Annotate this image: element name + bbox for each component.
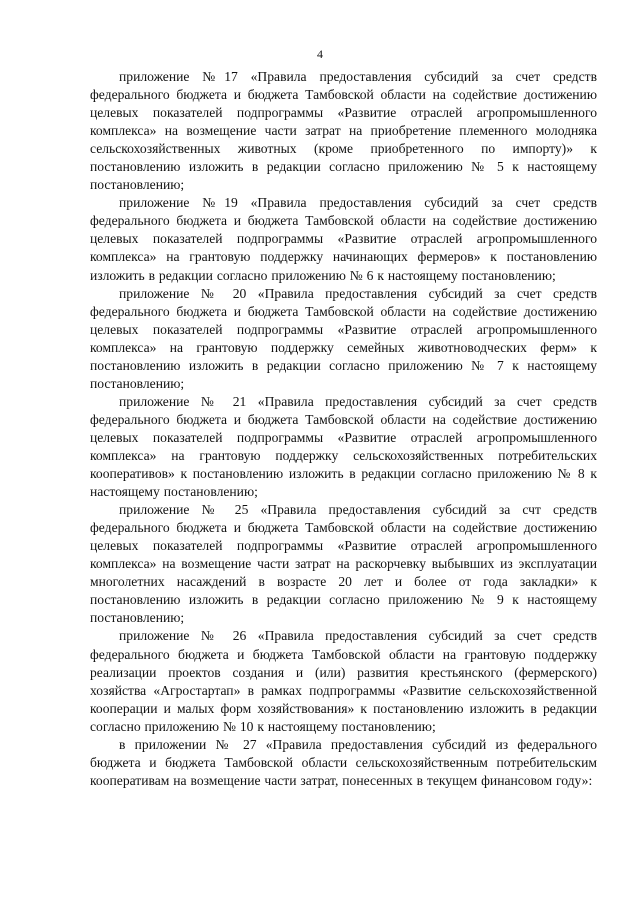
paragraph-appendix-25: приложение № 25 «Правила предоставления субсидий за счт средств федерального бюджета и бюджета Тамбовской области на содействие достижению целевых показателей подпрограммы «Развитие отраслей агропромышленного комплекса» на возмещение части затрат на раскорчевку выбывших из эксплуатации многолетних насаждений в возрасте 20 лет и более от года закладки» к постановлению изложить в редакции согласно приложению № 9 к настоящему постановлению; bbox=[90, 502, 597, 626]
paragraph-appendix-20: приложение № 20 «Правила предоставления субсидий за счет средств федерального бюджета и бюджета Тамбовской области на содействие достижению целевых показателей подпрограммы «Развитие отраслей агропромышленного комплекса» на грантовую поддержку семейных животноводческих ферм» к постановлению изложить в редакции согласно приложению № 7 к настоящему постановлению; bbox=[90, 285, 597, 391]
paragraph-appendix-21: приложение № 21 «Правила предоставления субсидий за счет средств федерального бюджета и бюджета Тамбовской области на содействие достижению целевых показателей подпрограммы «Развитие отраслей агропромышленного комплекса» на грантовую поддержку сельскохозяйственных потребительских кооперативов» к постановлению изложить в редакции согласно приложению № 8 к настоящему постановлению; bbox=[90, 393, 597, 500]
paragraph-appendix-17: приложение №17 «Правила предоставления субсидий за счет средств федерального бюджета и бюджета Тамбовской области на содействие достижению целевых показателей подпрограммы «Развитие отраслей агропромышленного комплекса» на возмещение части затрат на приобретение племенного молодняка сельскохозяйственных животных (кроме приобретенного по импорту)» к постановлению изложить в редакции согласно приложению № 5 к настоящему постановлению; bbox=[90, 69, 597, 193]
document-body bbox=[90, 68, 597, 790]
page-number: 4 bbox=[317, 47, 323, 61]
paragraph-appendix-26: приложение № 26 «Правила предоставления субсидий за счет средств федерального бюджета и бюджета Тамбовской области на грантовую поддержку реализации проектов создания и (или) развития крестьянского (фермерского) хозяйства «Агростартап» в рамках подпрограммы «Развитие сельскохозяйственной кооперации и малых форм хозяйствования» к постановлению изложить в редакции согласно приложению № 10 к настоящему постановлению; bbox=[90, 628, 597, 734]
paragraph-appendix-27: в приложении № 27 «Правила предоставления субсидий из федерального бюджета и бюджета Тамбовской области сельскохозяйственным потребительским кооперативам на возмещение части затрат, понесенных в текущем финансовом году»: bbox=[90, 736, 597, 788]
paragraph-appendix-19: приложение №19 «Правила предоставления субсидий за счет средств федерального бюджета и бюджета Тамбовской области на содействие достижению целевых показателей подпрограммы «Развитие отраслей агропромышленного комплекса» на грантовую поддержку начинающих фермеров» к постановлению изложить в редакции согласно приложению № 6 к настоящему постановлению; bbox=[90, 195, 597, 283]
